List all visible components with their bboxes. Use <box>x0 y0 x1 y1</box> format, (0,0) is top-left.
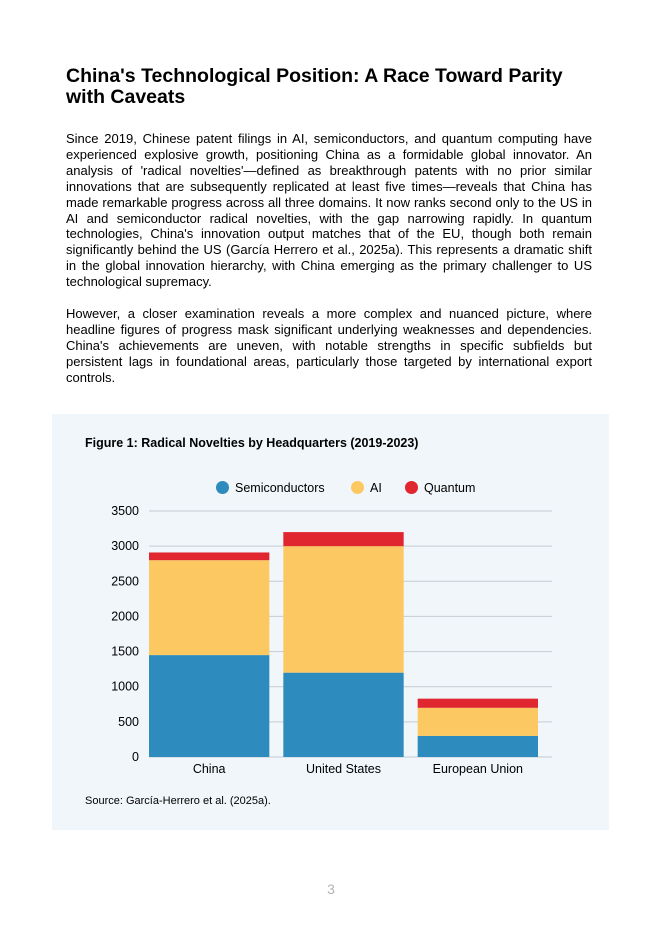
figure-panel <box>52 414 609 830</box>
page-number: 3 <box>327 881 335 897</box>
bar-ai-china <box>149 560 269 655</box>
legend-label-ai: AI <box>370 481 382 495</box>
section-title: China's Technological Position: A Race Toward Parity with Caveats <box>66 65 563 108</box>
y-tick-label: 3500 <box>111 504 139 518</box>
x-tick-label: China <box>192 762 226 776</box>
figure-source: Source: García-Herrero et al. (2025a). <box>85 795 271 807</box>
chart-bars <box>149 532 538 757</box>
stacked-bar-chart <box>52 414 609 830</box>
y-tick-label: 500 <box>118 714 139 729</box>
bar-quantum-united-states <box>283 532 403 546</box>
legend-label-quantum: Quantum <box>424 481 476 495</box>
y-axis-ticks <box>111 504 139 764</box>
y-tick-label: 3000 <box>111 539 139 554</box>
bar-semiconductors-european-union <box>418 736 538 757</box>
legend-label-semiconductors: Semiconductors <box>235 481 325 495</box>
bar-ai-united-states <box>283 546 403 673</box>
bar-semiconductors-united-states <box>283 673 403 757</box>
y-tick-label: 1500 <box>111 644 139 659</box>
y-tick-label: 0 <box>132 750 139 764</box>
bar-quantum-european-union <box>418 699 538 708</box>
y-tick-label: 2500 <box>111 574 139 589</box>
figure-caption: Figure 1: Radical Novelties by Headquarters (2019-2023) <box>85 436 419 450</box>
bar-quantum-china <box>149 552 269 560</box>
body-paragraph-1: Since 2019, Chinese patent filings in AI, semiconductors, and quantum computing have experienced explosive growth, positioning China as a formidable global innovator. An analysis of 'radical novelties'—defined as breakthrough patents with no prior similar innovations that are subsequently replicated at least five times—reveals that China has made remarkable progress across all three domains. It now ranks second only to the US in AI and semiconductor radical novelties, with the gap narrowing rapidly. In quantum technologies, China's innovation output matches that of the EU, though both remain significantly behind the US (García Herrero et al., 2025a). This represents a dramatic shift in the global innovation hierarchy, with China emerging as the primary challenger to US technological supremacy. <box>66 131 592 290</box>
y-tick-label: 2000 <box>111 609 139 624</box>
y-tick-label: 1000 <box>111 679 139 694</box>
x-axis-ticks <box>193 762 523 776</box>
body-paragraph-2: However, a closer examination reveals a more complex and nuanced picture, where headline figures of progress mask significant underlying weaknesses and dependencies. China's achievements are uneven, with notable strengths in specific subfields but persistent lags in foundational areas, particularly those targeted by international export controls. <box>66 306 592 385</box>
x-tick-label: United States <box>305 762 382 776</box>
x-tick-label: European Union <box>432 762 524 776</box>
bar-semiconductors-china <box>149 655 269 757</box>
bar-ai-european-union <box>418 708 538 736</box>
